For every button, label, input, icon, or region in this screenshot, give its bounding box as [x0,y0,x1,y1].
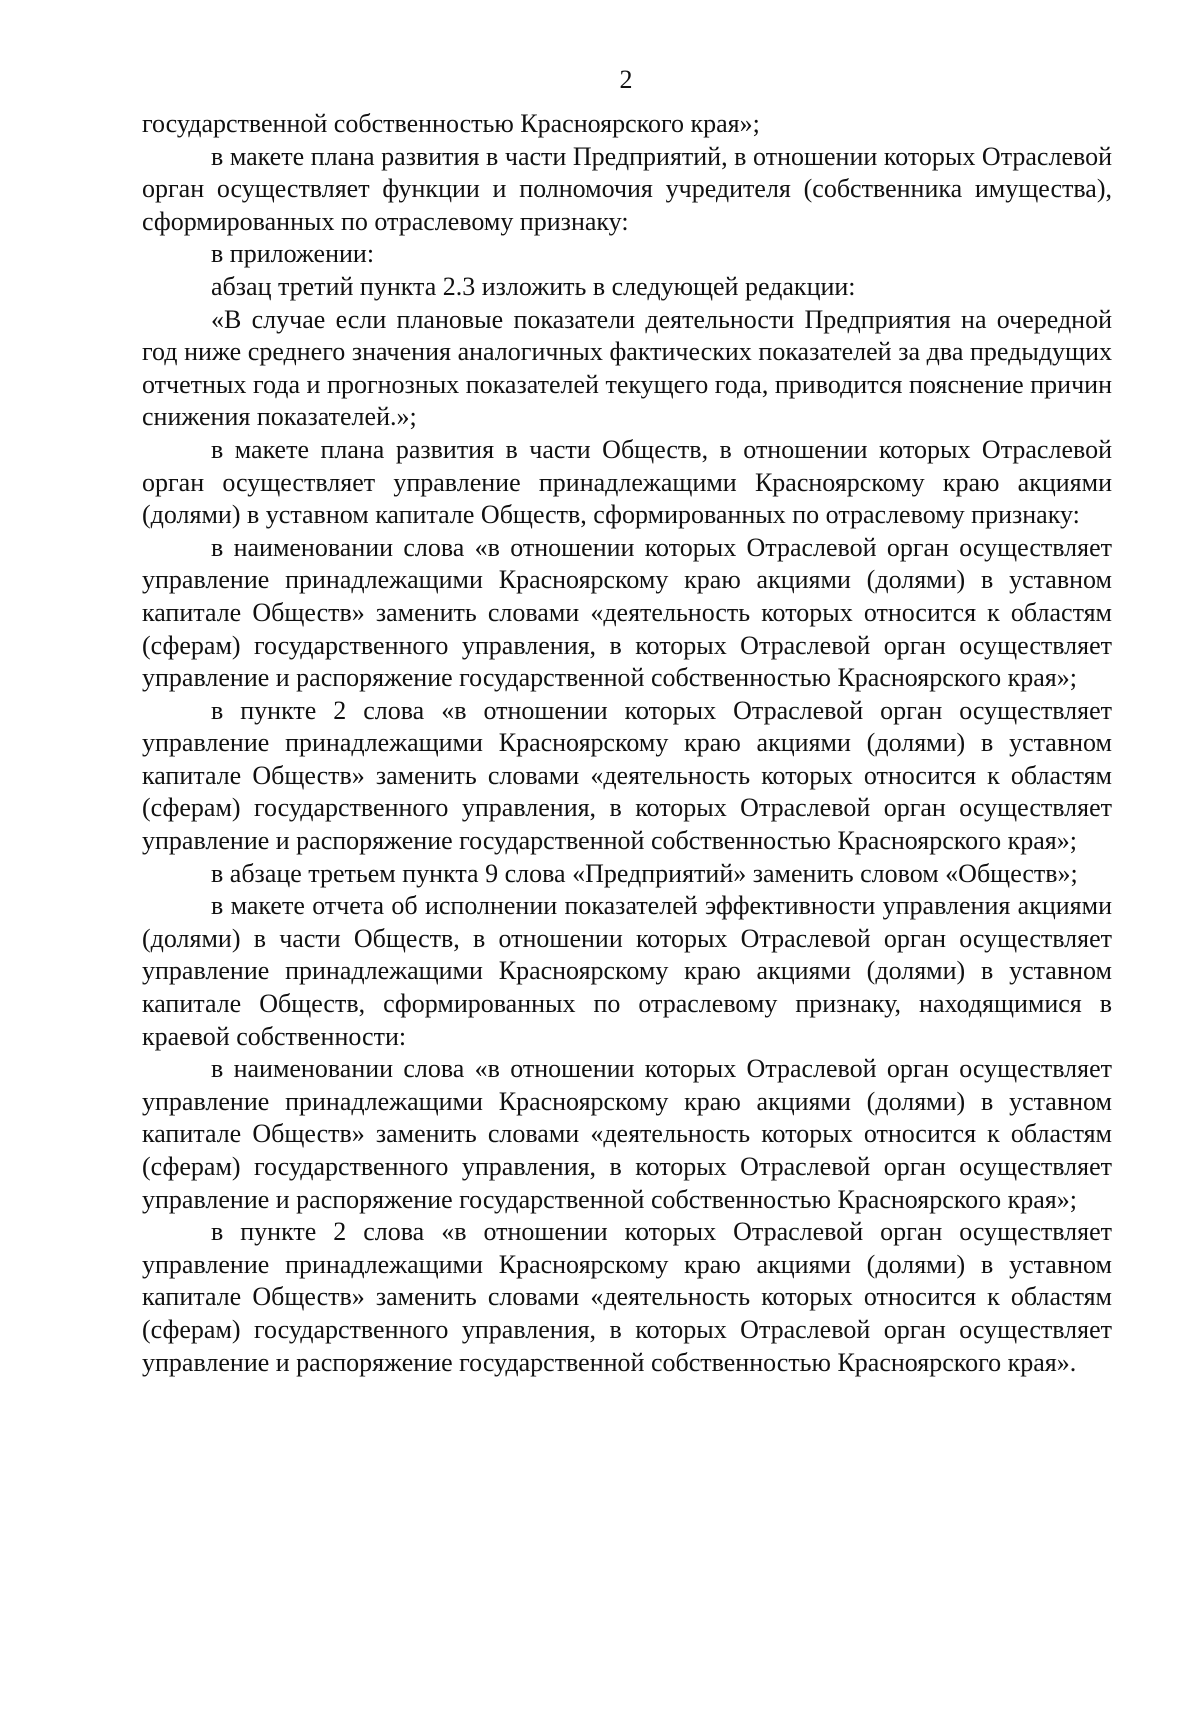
paragraph-item-2-amendment: в пункте 2 слова «в отношении которых Отраслевой орган осуществляет управление принадлежащими Красноярскому краю акциями (долями) в уставном капитале Обществ» заменить словами «деятельность которых относится к областям (сферам) государственного управления, в которых Отраслевой орган осуществляет управление и распоряжение государственной собственностью Красноярского края»; [142,695,1112,856]
paragraph-report-template: в макете отчета об исполнении показателей эффективности управления акциями (долями) в части Обществ, в отношении которых Отраслевой орган осуществляет управление принадлежащими Красноярскому краю акциями (долями) в уставном капитале Обществ, сформированных по отраслевому признаку, находящимися в краевой собственности: [142,891,1112,1051]
page-number: 2 [619,65,633,94]
paragraph-report-title-amendment: в наименовании слова «в отношении которых Отраслевой орган осуществляет управление принадлежащими Красноярскому краю акциями (долями) в уставном капитале Обществ» заменить словами «деятельность которых относится к областям (сферам) государственного управления, в которых Отраслевой орган осуществляет управление и распоряжение государственной собственностью Красноярского края»; [142,1054,1112,1214]
paragraph-clause-2-3-amendment: абзац третий пункта 2.3 изложить в следующей редакции: [211,271,856,301]
paragraph-title-amendment: в наименовании слова «в отношении которых Отраслевой орган осуществляет управление принадлежащими Красноярскому краю акциями (долями) в уставном капитале Обществ» заменить словами «деятельность которых относится к областям (сферам) государственного управления, в которых Отраслевой орган осуществляет управление и распоряжение государственной собственностью Красноярского края»; [142,532,1112,693]
paragraph-report-item-2-amendment: в пункте 2 слова «в отношении которых Отраслевой орган осуществляет управление принадлежащими Красноярскому краю акциями (долями) в уставном капитале Обществ» заменить словами «деятельность которых относится к областям (сферам) государственного управления, в которых Отраслевой орган осуществляет управление и распоряжение государственной собственностью Красноярского края». [142,1217,1112,1377]
document-body [142,108,1112,1379]
paragraph-quoted-clause: «В случае если плановые показатели деятельности Предприятия на очередной год ниже среднего значения аналогичных фактических показателей за два предыдущих отчетных года и прогнозных показателей текущего года, приводится пояснение причин снижения показателей.»; [142,304,1112,432]
paragraph-continuation: государственной собственностью Красноярского края»; [142,109,760,138]
paragraph-development-plan-companies: в макете плана развития в части Обществ, в отношении которых Отраслевой орган осуществляет управление принадлежащими Красноярскому краю акциями (долями) в уставном капитале Обществ, сформированных по отраслевому признаку: [142,434,1112,530]
paragraph-development-plan-enterprises: в макете плана развития в части Предприятий, в отношении которых Отраслевой орган осуществляет функции и полномочия учредителя (собственника имущества), сформированных по отраслевому признаку: [142,141,1112,236]
paragraph-in-appendix: в приложении: [211,239,375,269]
paragraph-item-9-amendment: в абзаце третьем пункта 9 слова «Предприятий» заменить словом «Обществ»; [211,858,1078,888]
